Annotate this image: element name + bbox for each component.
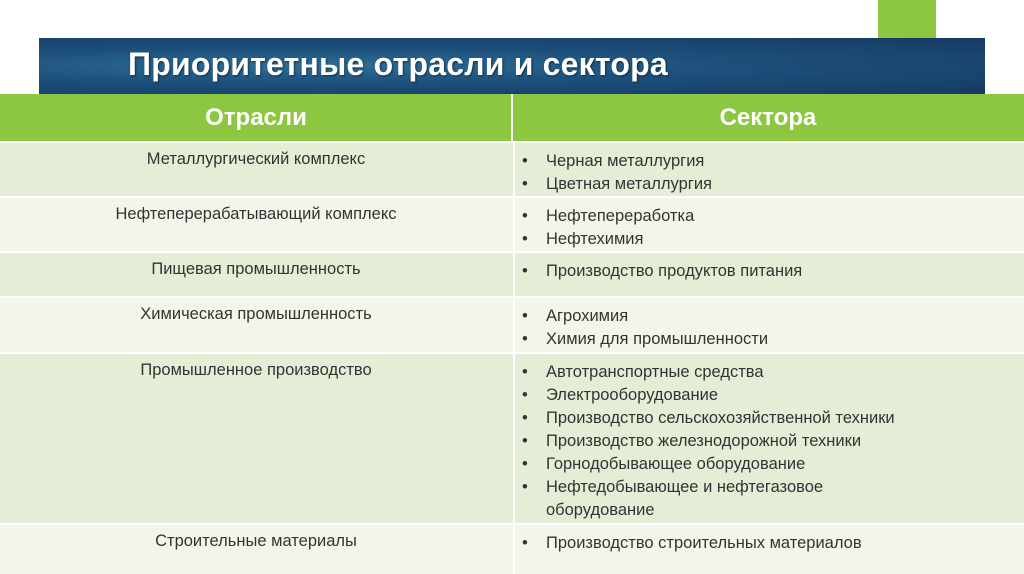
table-row — [0, 352, 1024, 523]
sector-item: • Производство железнодорожной техники — [515, 430, 1024, 453]
slide-title: Приоритетные отрасли и сектора — [128, 46, 668, 82]
table-row — [0, 141, 1024, 196]
bullet-icon: • — [522, 409, 528, 427]
sector-item: • Горнодобывающее оборудование — [515, 453, 1024, 476]
sectors-cell — [513, 525, 1024, 574]
bullet-icon: • — [522, 307, 528, 325]
sector-item: • Черная металлургия — [515, 150, 1024, 173]
sector-item: • Производство сельскохозяйственной техники — [515, 407, 1024, 430]
header-sectors: Сектора — [719, 104, 817, 131]
sectors-cell — [513, 198, 1024, 251]
sector-item: • Электрооборудование — [515, 384, 1024, 407]
sectors-cell — [513, 298, 1024, 352]
header-industries: Отрасли — [205, 104, 307, 131]
industry-cell: Нефтеперерабатывающий комплекс — [115, 205, 397, 223]
sectors-cell — [513, 253, 1024, 296]
bullet-icon: • — [522, 262, 528, 280]
table-row — [0, 296, 1024, 352]
bullet-icon: • — [522, 330, 528, 348]
sector-item: • Производство продуктов питания — [515, 260, 1024, 283]
industry-cell: Пищевая промышленность — [151, 260, 361, 278]
industry-cell: Металлургический комплекс — [146, 150, 366, 168]
sectors-table — [0, 94, 1024, 574]
bullet-icon: • — [522, 363, 528, 381]
sector-item: • Агрохимия — [515, 305, 1024, 328]
table-row — [0, 523, 1024, 574]
bullet-icon: • — [522, 478, 528, 496]
bullet-icon: • — [522, 207, 528, 225]
industry-cell: Строительные материалы — [155, 532, 357, 550]
bullet-icon: • — [522, 534, 528, 552]
sector-item: • Химия для промышленности — [515, 328, 1024, 351]
table-header — [0, 94, 1024, 141]
sector-item: • Производство строительных материалов — [515, 532, 1024, 555]
bullet-icon: • — [522, 230, 528, 248]
bullet-icon: • — [522, 175, 528, 193]
table-row — [0, 196, 1024, 251]
sectors-cell — [513, 143, 1024, 196]
sector-item: • Цветная металлургия — [515, 173, 1024, 196]
sector-item: • Нефтехимия — [515, 228, 1024, 251]
sector-item: • Нефтепереработка — [515, 205, 1024, 228]
bullet-icon: • — [522, 455, 528, 473]
bullet-icon: • — [522, 152, 528, 170]
table-row — [0, 251, 1024, 296]
title-banner — [39, 38, 985, 94]
sectors-cell — [513, 354, 1024, 523]
sector-item: • Автотранспортные средства — [515, 361, 1024, 384]
sector-item: • Нефтедобывающее и нефтегазовое оборудование — [522, 478, 824, 519]
bullet-icon: • — [522, 432, 528, 450]
bullet-icon: • — [522, 386, 528, 404]
industry-cell: Промышленное производство — [140, 361, 372, 379]
industry-cell: Химическая промышленность — [140, 305, 372, 323]
